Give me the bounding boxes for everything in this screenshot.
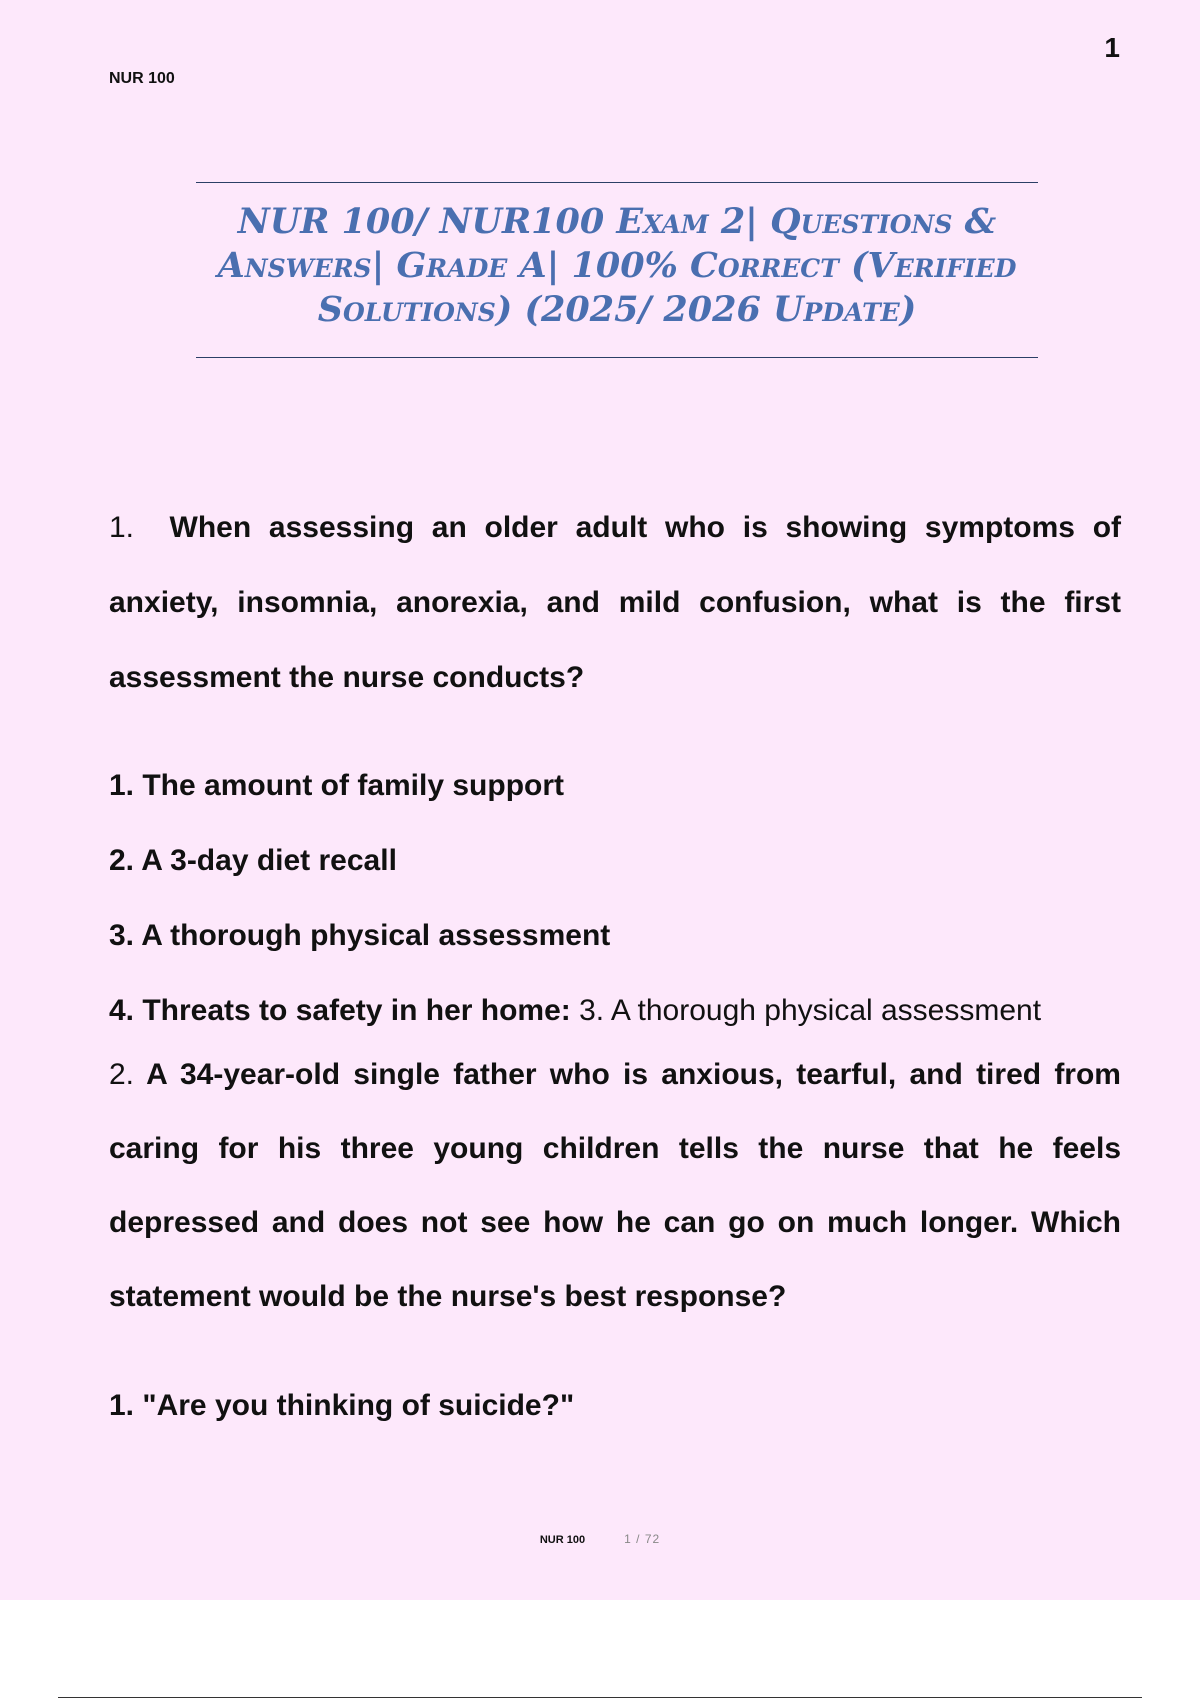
question-2-text: A 34-year-old single father who is anxious, tearful, and tired from caring for his three young children tells the nurse that he feels depressed and does not see how he can go on much longer. Which statement would be the nurse's best response? — [109, 1058, 1121, 1313]
question-1-option-4-line — [109, 973, 1121, 1048]
question-1-option-3: 3. A thorough physical assessment — [109, 919, 611, 952]
question-2-number: 2. — [109, 1058, 135, 1091]
question-2 — [109, 1038, 1121, 1334]
header-course-label: NUR 100 — [109, 70, 175, 87]
page-number: 1 — [1104, 32, 1120, 63]
question-1-number: 1. — [109, 511, 135, 544]
question-1-option-1: 1. The amount of family support — [109, 769, 565, 802]
question-1-options — [109, 748, 1121, 1048]
question-1-text: When assessing an older adult who is showing symptoms of anxiety, insomnia, anorexia, and mild confusion, what is the first assessment the nurse conducts? — [109, 511, 1122, 694]
page-footer — [0, 1532, 1200, 1546]
document-title: NUR 100/ NUR100 Exam 2| Questions & Answers| Grade A| 100% Correct (Verified Solutions) (2025/ 2026 Update) — [217, 201, 1017, 330]
footer-course-label: NUR 100 — [539, 1534, 586, 1546]
title-top-rule — [196, 182, 1038, 183]
next-page-top-rule — [58, 1697, 1142, 1698]
question-1-option-2: 2. A 3-day diet recall — [109, 844, 397, 877]
question-1-option-4: 4. Threats to safety in her home: — [109, 994, 571, 1027]
question-2-options — [109, 1368, 1121, 1443]
question-1-answer: 3. A thorough physical assessment — [579, 994, 1042, 1027]
question-1 — [109, 490, 1121, 715]
title-bottom-rule — [196, 357, 1038, 358]
footer-page-indicator: 1 / 72 — [624, 1532, 661, 1546]
question-2-option-1: 1. "Are you thinking of suicide?" — [109, 1389, 575, 1422]
